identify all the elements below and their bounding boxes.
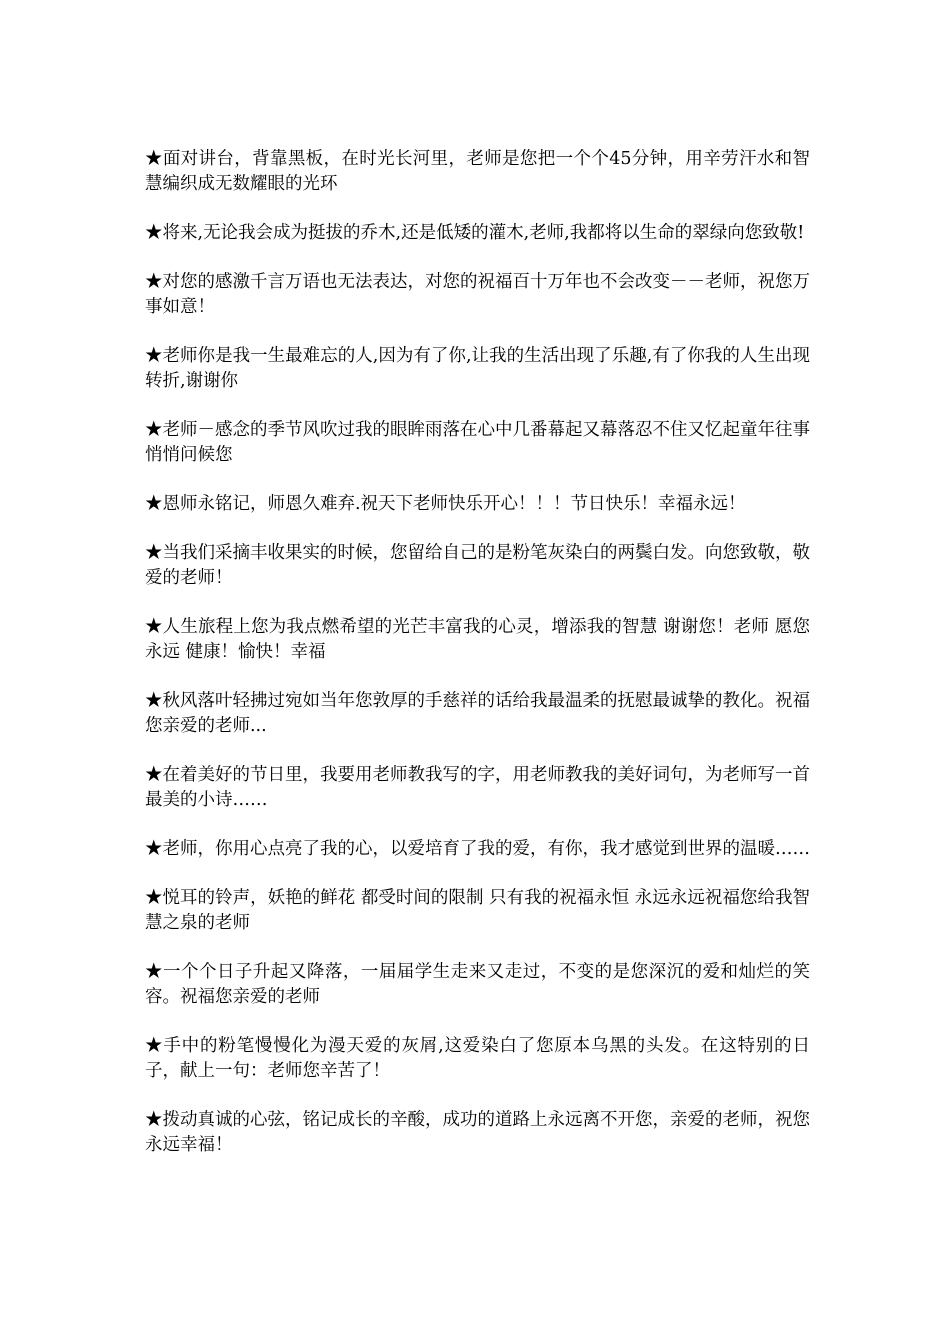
greeting-entry-4: ★老师你是我一生最难忘的人,因为有了你,让我的生活出现了乐趣,有了你我的人生出现转折,谢谢你 [145,346,810,391]
greeting-entry-15: ★拨动真诚的心弦，铭记成长的辛酸，成功的道路上永远离不开您，亲爱的老师，祝您永远幸福！ [145,1110,810,1155]
greeting-entry-13: ★一个个日子升起又降落，一届届学生走来又走过，不变的是您深沉的爱和灿烂的笑容。祝福您亲爱的老师 [145,962,810,1007]
greeting-entry-8: ★人生旅程上您为我点燃希望的光芒丰富我的心灵，增添我的智慧 谢谢您！老师 愿您永远 健康！愉快！幸福 [145,617,810,662]
greeting-entry-10: ★在着美好的节日里，我要用老师教我写的字，用老师教我的美好词句，为老师写一首最美的小诗…… [145,765,810,810]
document-page [145,147,810,1182]
greeting-entry-9: ★秋风落叶轻拂过宛如当年您敦厚的手慈祥的话给我最温柔的抚慰最诚挚的教化。祝福您亲爱的老师... [145,691,810,736]
greeting-entry-11: ★老师，你用心点亮了我的心，以爱培育了我的爱，有你，我才感觉到世界的温暖…… [145,839,810,859]
greeting-entry-2: ★将来,无论我会成为挺拔的乔木,还是低矮的灌木,老师,我都将以生命的翠绿向您致敬! [145,223,805,243]
greeting-entry-5: ★老师－感念的季节风吹过我的眼眸雨落在心中几番幕起又幕落忍不住又忆起童年往事悄悄问候您 [145,420,810,465]
greeting-entry-7: ★当我们采摘丰收果实的时候，您留给自己的是粉笔灰染白的两鬓白发。向您致敬，敬爱的老师！ [145,543,810,588]
greeting-entry-12: ★悦耳的铃声，妖艳的鲜花 都受时间的限制 只有我的祝福永恒 永远永远祝福您给我智慧之泉的老师 [145,888,810,933]
greeting-entry-6: ★恩师永铭记，师恩久难弃.祝天下老师快乐开心！！！节日快乐！幸福永远！ [145,494,746,514]
greeting-entry-3: ★对您的感激千言万语也无法表达，对您的祝福百十万年也不会改变－－老师，祝您万事如意！ [145,272,810,317]
greeting-entry-14: ★手中的粉笔慢慢化为漫天爱的灰屑,这爱染白了您原本乌黑的头发。在这特别的日子，献上一句：老师您辛苦了！ [145,1036,810,1081]
greeting-entry-1: ★面对讲台，背靠黑板，在时光长河里，老师是您把一个个45分钟，用辛劳汗水和智慧编织成无数耀眼的光环 [145,149,810,194]
